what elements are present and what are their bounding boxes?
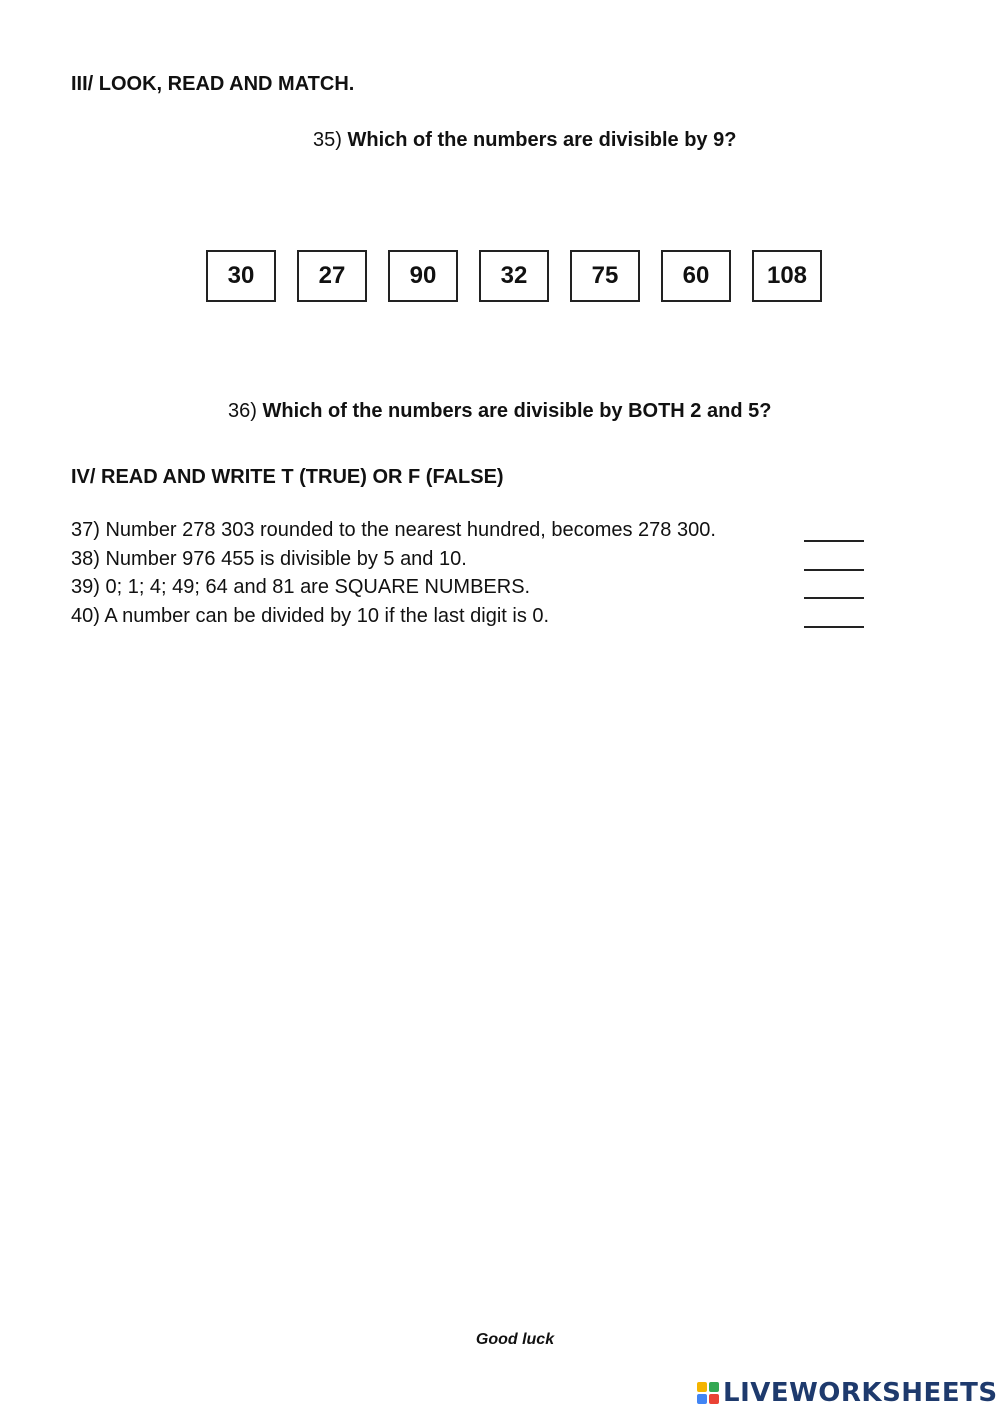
logo-square-icon bbox=[709, 1394, 719, 1404]
question-36 bbox=[228, 399, 771, 423]
logo-square-icon bbox=[697, 1394, 707, 1404]
question-36-text: Which of the numbers are divisible by BOTH 2 and 5? bbox=[262, 400, 772, 422]
question-35-text: Which of the numbers are divisible by 9? bbox=[347, 129, 737, 151]
question-35-number: 35) bbox=[313, 129, 342, 151]
answer-field-37[interactable] bbox=[804, 518, 864, 542]
answer-field-39[interactable] bbox=[804, 575, 864, 599]
liveworksheets-logo-icon bbox=[697, 1382, 719, 1404]
liveworksheets-brand bbox=[697, 1377, 998, 1409]
number-box[interactable]: 27 bbox=[297, 250, 367, 302]
good-luck-note: Good luck bbox=[475, 1331, 555, 1348]
brand-name: LIVEWORKSHEETS bbox=[723, 1378, 998, 1408]
logo-square-icon bbox=[697, 1382, 707, 1392]
number-box[interactable]: 30 bbox=[206, 250, 276, 302]
answer-field-40[interactable] bbox=[804, 604, 864, 628]
number-box[interactable]: 90 bbox=[388, 250, 458, 302]
statement-38: 38) Number 976 455 is divisible by 5 and 10. bbox=[71, 548, 467, 570]
section-4-heading: IV/ READ AND WRITE T (TRUE) OR F (FALSE) bbox=[71, 466, 504, 488]
number-box[interactable]: 75 bbox=[570, 250, 640, 302]
statement-39: 39) 0; 1; 4; 49; 64 and 81 are SQUARE NUMBERS. bbox=[71, 576, 531, 598]
statement-37: 37) Number 278 303 rounded to the nearest hundred, becomes 278 300. bbox=[71, 519, 716, 541]
number-box[interactable]: 108 bbox=[752, 250, 822, 302]
answer-field-38[interactable] bbox=[804, 547, 864, 571]
number-box[interactable]: 32 bbox=[479, 250, 549, 302]
section-3-heading: III/ LOOK, READ AND MATCH. bbox=[71, 73, 355, 95]
question-35 bbox=[313, 128, 736, 152]
statement-40: 40) A number can be divided by 10 if the last digit is 0. bbox=[71, 605, 550, 627]
logo-square-icon bbox=[709, 1382, 719, 1392]
number-box[interactable]: 60 bbox=[661, 250, 731, 302]
question-36-number: 36) bbox=[228, 400, 257, 422]
